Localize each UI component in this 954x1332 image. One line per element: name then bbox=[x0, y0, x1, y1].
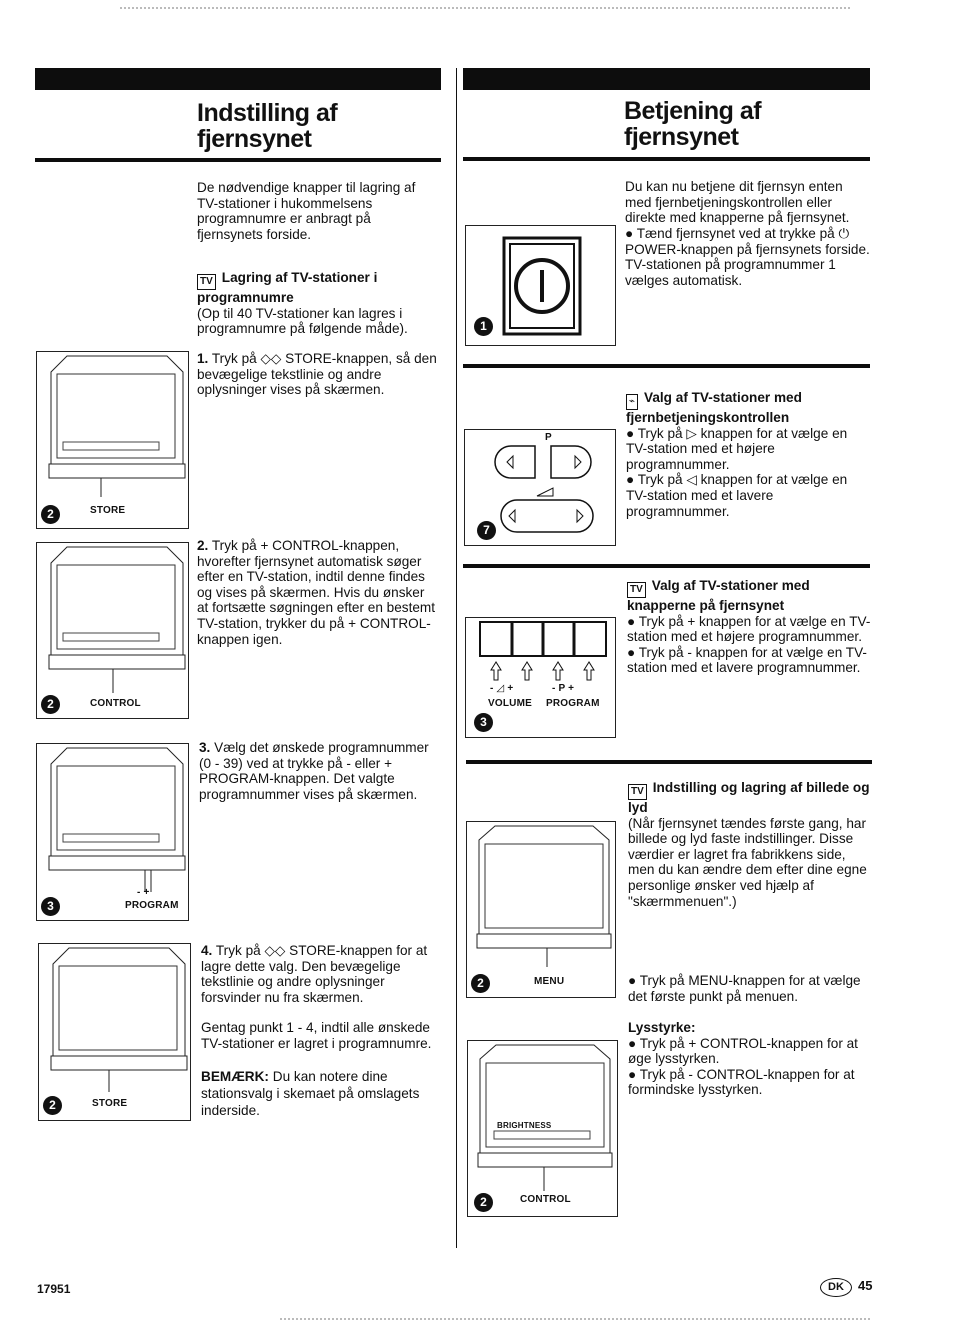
right-rule-2 bbox=[463, 364, 870, 368]
buttons-badge: 3 bbox=[474, 713, 493, 732]
volume-label: VOLUME bbox=[488, 698, 532, 709]
control-label: CONTROL bbox=[90, 698, 141, 709]
step2-text: 2. Tryk på + CONTROL-knappen, hvorefter fjernsynet automatisk søger efter en TV-station, indtil denne findes og vises på skærmen. Hvis du ønsker at fortsætte søgningen efter en bestemt TV-station, trykker du på + CONTROL-knappen igen. bbox=[197, 538, 436, 647]
program-label: PROGRAM bbox=[546, 698, 600, 709]
p-label: P bbox=[545, 432, 552, 443]
picture-section bbox=[628, 780, 873, 909]
tv-icon: TV bbox=[627, 582, 646, 598]
right-rule-3 bbox=[463, 564, 870, 568]
left-section-note: (Op til 40 TV-stationer kan lagres i programnumre på følgende måde). bbox=[197, 305, 408, 337]
right-intro-text: Du kan nu betjene dit fjernsyn enten med fjernbetjeningskontrollen eller direkte med knapperne på fjernsynet. bbox=[625, 179, 850, 226]
menu-bullet: ● Tryk på MENU-knappen for at vælge det første punkt på menuen. bbox=[628, 973, 861, 1004]
remote-heading: Valg af TV-stationer med fjernbetjeningskontrollen bbox=[626, 390, 802, 425]
picture-heading: Indstilling og lagring af billede og lyd bbox=[628, 780, 870, 815]
control-label: CONTROL bbox=[520, 1194, 571, 1205]
right-title-rule bbox=[463, 157, 870, 161]
step2-badge: 2 bbox=[41, 695, 60, 714]
picture-text: (Når fjernsynet tændes første gang, har billede og lyd faste indstillinger. Disse værdier er lagret fra fabrikkens side, men du kan ændre dem efter dine egne personlige ønsker ved hjælp af "skærmmenuen".) bbox=[628, 815, 867, 909]
left-intro-text: De nødvendige knapper til lagring af TV-stationer i hukommelsens programnumre er anbragt på fjernsynets forside. bbox=[197, 180, 416, 242]
left-page-title: Indstilling af fjernsynet bbox=[197, 99, 338, 153]
left-title-rule bbox=[35, 158, 441, 162]
doc-number: 17951 bbox=[37, 1282, 71, 1296]
brightness-osd: BRIGHTNESS bbox=[497, 1121, 552, 1130]
store-label: STORE bbox=[90, 505, 126, 516]
step1-text: 1. Tryk på ◇◇ STORE-knappen, så den bevægelige tekstlinie og andre oplysninger vises på skærmen. bbox=[197, 351, 437, 398]
bottom-edge-line bbox=[280, 1318, 870, 1320]
note-text: Du kan notere dine stationsvalg i skemaet på omslagets inderside. bbox=[201, 1069, 420, 1118]
remote-bullet-up: Tryk på ▷ knappen for at vælge en TV-station med et højere programnummer. bbox=[626, 425, 848, 472]
top-edge-line bbox=[120, 7, 850, 9]
step3-text: 3. Vælg det ønskede programnummer (0 - 39) ved at trykke på - eller + PROGRAM-knappen. Det valgte programnummer vises på skærmen. bbox=[199, 740, 429, 802]
note-block bbox=[201, 1068, 439, 1119]
brightness-heading: Lysstyrke: bbox=[628, 1020, 696, 1035]
power-badge: 1 bbox=[474, 317, 493, 336]
power-bullet: ● Tænd fjernsynet ved at trykke på ⏻ POWER-knappen på fjernsynets forside. TV-stationen på programnummer 1 vælges automatisk. bbox=[625, 226, 870, 288]
remote-icon: ⌁ bbox=[626, 394, 638, 410]
tv-front-illustration bbox=[37, 744, 188, 920]
step4-badge: 2 bbox=[43, 1096, 62, 1115]
right-header-bar bbox=[463, 68, 870, 90]
left-section-heading: Lagring af TV-stationer i programnumre bbox=[197, 270, 378, 305]
program-signs: - + bbox=[137, 887, 150, 898]
tv-front-illustration bbox=[37, 543, 188, 718]
repeat-text: Gentag punkt 1 - 4, indtil alle ønskede TV-stationer er lagret i programnumre. bbox=[201, 1020, 432, 1051]
menu-label: MENU bbox=[534, 976, 565, 987]
column-divider bbox=[456, 68, 457, 1248]
step1-illustration bbox=[36, 351, 189, 529]
right-rule-4 bbox=[466, 760, 872, 764]
step2-illustration bbox=[36, 542, 189, 719]
step3-badge: 3 bbox=[41, 897, 60, 916]
buttons-bullet-down: Tryk på - knappen for at vælge en TV-station med et lavere programnummer. bbox=[627, 644, 867, 676]
program-signs: - P + bbox=[552, 683, 575, 694]
left-section-block bbox=[197, 270, 437, 337]
tv-front-illustration bbox=[37, 352, 188, 528]
brightness-badge: 2 bbox=[474, 1193, 493, 1212]
brightness-down-bullet: Tryk på - CONTROL-knappen for at formindske lysstyrken. bbox=[628, 1066, 855, 1098]
tv-icon: TV bbox=[628, 784, 647, 800]
left-header-bar bbox=[35, 68, 441, 90]
tv-front-illustration bbox=[467, 822, 615, 997]
menu-badge: 2 bbox=[471, 974, 490, 993]
remote-section: ⌁ Valg af TV-stationer med fjernbetjeningskontrollen ● Tryk på ▷ knappen for at vælge en TV-station med et højere programnummer. ● Tryk på ◁ knappen for at vælge en TV-station med et lavere programnummer. bbox=[626, 390, 848, 519]
step4-text: 4. Tryk på ◇◇ STORE-knappen for at lagre dette valg. Den bevægelige tekstlinie og andre oplysninger forsvinder nu fra skærmen. bbox=[201, 943, 428, 1005]
page-number: 45 bbox=[858, 1278, 873, 1293]
language-badge: DK bbox=[820, 1278, 852, 1297]
note-label: BEMÆRK: bbox=[201, 1069, 269, 1084]
buttons-bullet-up: Tryk på + knappen for at vælge en TV-station med et højere programnummer. bbox=[627, 613, 871, 645]
step4-illustration bbox=[38, 943, 191, 1121]
right-page-title: Betjening af fjernsynet bbox=[624, 97, 762, 151]
brightness-up-bullet: Tryk på + CONTROL-knappen for at øge lysstyrken. bbox=[628, 1035, 858, 1067]
program-label: PROGRAM bbox=[125, 900, 179, 911]
step1-badge: 2 bbox=[41, 505, 60, 524]
brightness-section: Lysstyrke: ● Tryk på + CONTROL-knappen for at øge lysstyrken. ● Tryk på - CONTROL-knappen for at formindske lysstyrken. bbox=[628, 1020, 858, 1098]
buttons-heading: Valg af TV-stationer med knapperne på fjernsynet bbox=[627, 578, 810, 613]
remote-badge: 7 bbox=[477, 521, 496, 540]
step3-illustration bbox=[36, 743, 189, 921]
remote-bullet-down: Tryk på ◁ knappen for at vælge en TV-station med et lavere programnummer. bbox=[626, 472, 848, 519]
menu-illustration bbox=[466, 821, 616, 998]
tv-front-illustration bbox=[39, 944, 190, 1120]
buttons-section: TV Valg af TV-stationer med knapperne på fjernsynet ● Tryk på + knappen for at vælge en TV-station med et højere programnummer. ● Tryk på - knappen for at vælge en TV-station med et lavere programnummer. bbox=[627, 578, 871, 676]
tv-icon: TV bbox=[197, 274, 216, 290]
volume-signs: - ◿ + bbox=[490, 683, 514, 694]
store-label: STORE bbox=[92, 1098, 128, 1109]
